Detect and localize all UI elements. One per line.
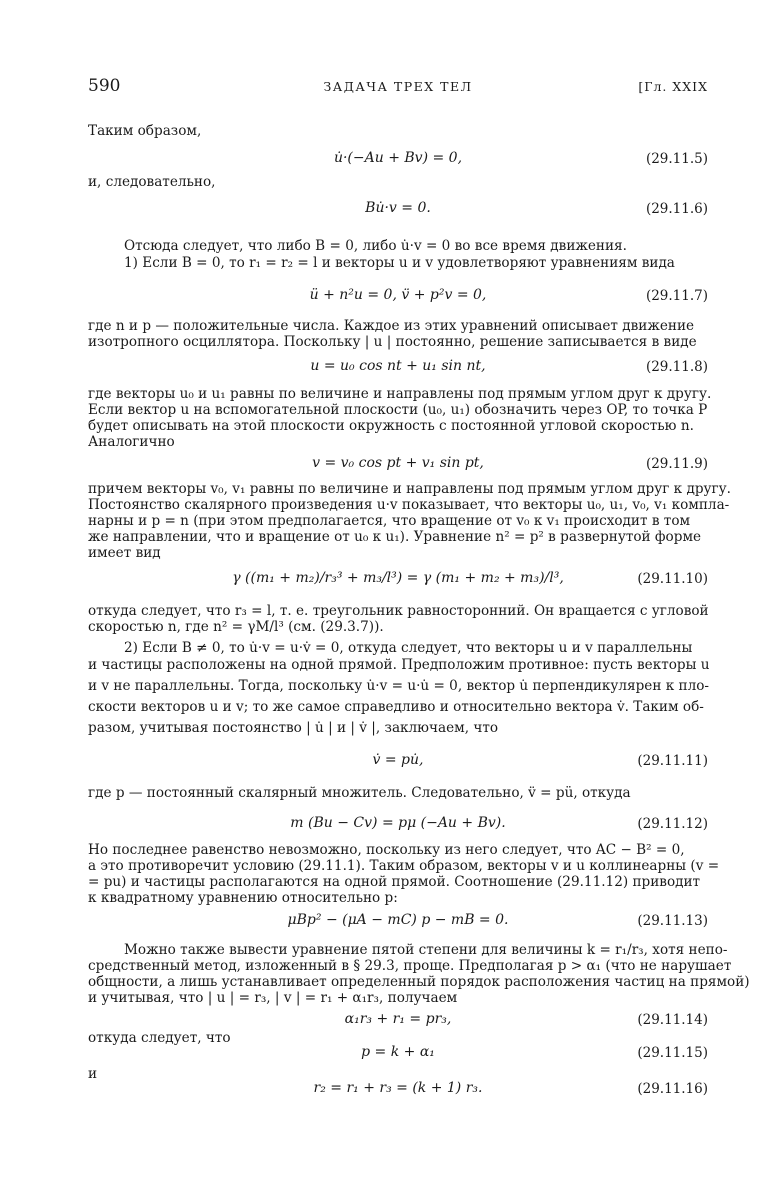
text-line: скости векторов u и v; то же самое справедливо и относительно вектора v̇. Таким об- — [88, 699, 704, 715]
running-title: ЗАДАЧА ТРЕХ ТЕЛ — [323, 79, 473, 94]
equation — [88, 451, 708, 477]
equation — [88, 908, 708, 934]
equation — [88, 811, 708, 837]
equation-formula: p = k + α₁ — [361, 1044, 435, 1060]
equation — [88, 1040, 708, 1066]
equation-formula: Bu̇·v = 0. — [365, 200, 431, 216]
text-line: нарны и p = n (при этом предполагается, что вращение от v₀ к v₁ происходит в том — [88, 513, 691, 529]
text-line: где p — постоянный скалярный множитель. Следовательно, v̈ = pü, откуда — [88, 785, 631, 801]
equation — [88, 748, 708, 774]
equation-number: (29.11.13) — [637, 913, 708, 929]
equation — [88, 562, 708, 594]
text-line: где n и p — положительные числа. Каждое из этих уравнений описывает движение — [88, 318, 695, 334]
text-line: 1) Если B = 0, то r₁ = r₂ = l и векторы u и v удовлетворяют уравнениям вида — [124, 255, 675, 271]
equation-formula: v̇ = pu̇, — [372, 752, 424, 768]
equation-number: (29.11.5) — [645, 151, 708, 167]
equation-number: (29.11.7) — [645, 288, 708, 304]
equation-number: (29.11.16) — [637, 1081, 708, 1097]
equation — [88, 196, 708, 222]
equation-number: (29.11.15) — [637, 1045, 708, 1061]
text-line: будет описывать на этой плоскости окружность с постоянной угловой скоростью n. — [88, 418, 694, 434]
equation-formula: u̇·(−Au + Bv) = 0, — [333, 150, 463, 166]
text-line: где векторы u₀ и u₁ равны по величине и направлены под прямым углом друг к другу. — [88, 386, 712, 402]
equation — [88, 1076, 708, 1102]
text-line: причем векторы v₀, v₁ равны по величине и направлены под прямым углом друг к другу. — [88, 481, 731, 497]
equation — [88, 354, 708, 380]
equation-formula: u = u₀ cos nt + u₁ sin nt, — [310, 358, 486, 374]
equation-formula: μBp² − (μA − mC) p − mB = 0. — [287, 912, 509, 928]
equation — [88, 283, 708, 309]
equation-number: (29.11.6) — [645, 201, 708, 217]
text-line: имеет вид — [88, 545, 161, 561]
equation-formula: v = v₀ cos pt + v₁ sin pt, — [312, 455, 484, 471]
text-line: Но последнее равенство невозможно, поскольку из него следует, что AC − B² = 0, — [88, 842, 685, 858]
equation-number: (29.11.9) — [645, 456, 708, 472]
equation-formula: m (Bu − Cv) = pμ (−Au + Bv). — [290, 815, 506, 831]
text-line: а это противоречит условию (29.11.1). Таким образом, векторы v и u коллинеарны (v = — [88, 858, 720, 874]
text-line: и v не параллельны. Тогда, поскольку u̇·v = u·u̇ = 0, вектор u̇ перпендикулярен к пло- — [88, 678, 709, 694]
text-line: скоростью n, где n² = γM/l³ (см. (29.3.7)). — [88, 619, 384, 635]
text-line: откуда следует, что r₃ = l, т. е. треугольник равносторонний. Он вращается с угловой — [88, 603, 709, 619]
equation-number: (29.11.8) — [645, 359, 708, 375]
chapter-label: [Гл. XXIX — [638, 79, 708, 94]
text-line: откуда следует, что — [88, 1030, 231, 1046]
equation-number: (29.11.11) — [637, 753, 708, 769]
text-line: и, следовательно, — [88, 174, 216, 190]
text-line: и частицы расположены на одной прямой. Предположим противное: пусть векторы u — [88, 657, 710, 673]
equation-number: (29.11.12) — [637, 816, 708, 832]
text-line: изотропного осциллятора. Поскольку | u | постоянно, решение записывается в виде — [88, 334, 697, 350]
text-line: Можно также вывести уравнение пятой степени для величины k = r₁/r₃, хотя непо- — [124, 942, 728, 958]
text-line: 2) Если B ≠ 0, то u̇·v = u·v̇ = 0, откуда следует, что векторы u и v параллельны — [124, 640, 693, 656]
equation-formula: α₁r₃ + r₁ = pr₃, — [344, 1011, 452, 1027]
text-line: же направлении, что и вращение от u₀ к u₁). Уравнение n² = p² в развернутой форме — [88, 529, 702, 545]
text-line: Отсюда следует, что либо B = 0, либо u̇·v = 0 во все время движения. — [124, 238, 627, 254]
text-line: к квадратному уравнению относительно p: — [88, 890, 398, 906]
text-line: Таким образом, — [88, 123, 202, 139]
equation-number: (29.11.14) — [637, 1012, 708, 1028]
equation-formula: ü + n²u = 0, v̈ + p²v = 0, — [309, 287, 487, 303]
text-line: и учитывая, что | u | = r₃, | v | = r₁ + α₁r₃, получаем — [88, 990, 458, 1006]
text-line: Аналогично — [88, 434, 175, 450]
equation-formula: γ ((m₁ + m₂)/r₃³ + m₃/l³) = γ (m₁ + m₂ + m₃)/l³, — [232, 570, 564, 586]
equation-number: (29.11.10) — [637, 571, 708, 587]
text-line: общности, а лишь устанавливает определенный порядок расположения частиц на прямой) — [88, 974, 750, 990]
equation-formula: r₂ = r₁ + r₃ = (k + 1) r₃. — [313, 1080, 483, 1096]
page-header — [88, 76, 708, 98]
text-line: и — [88, 1066, 98, 1082]
page-number: 590 — [88, 76, 121, 96]
equation — [88, 146, 708, 172]
text-line: средственный метод, изложенный в § 29.3, проще. Предполагая p > α₁ (что не нарушает — [88, 958, 732, 974]
text-line: Постоянство скалярного произведения u·v показывает, что векторы u₀, u₁, v₀, v₁ компла- — [88, 497, 730, 513]
text-line: Если вектор u на вспомогательной плоскости (u₀, u₁) обозначить через OP, то точка P — [88, 402, 708, 418]
text-line: разом, учитывая постоянство | u̇ | и | v̇ |, заключаем, что — [88, 720, 499, 736]
text-line: = pu) и частицы располагаются на одной прямой. Соотношение (29.11.12) приводит — [88, 874, 701, 890]
